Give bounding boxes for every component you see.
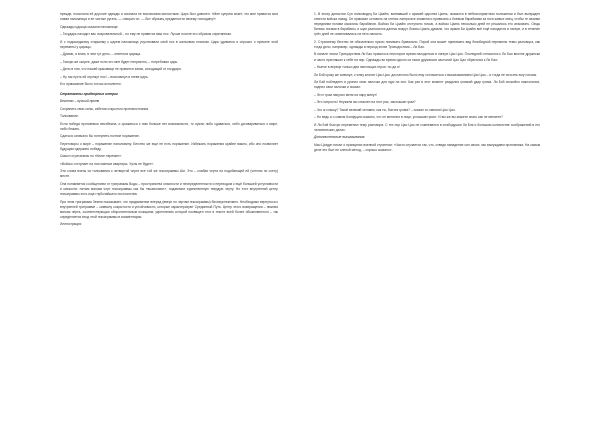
paragraph: Эти слова взяты из толкования к четвертой черте все той же гексаграммы Ши. Это – слабая черта на подобающей ей (четном по счету) месте.: [60, 169, 278, 179]
paragraph: – Но ведь и о самом Конфуции сказано, что он менялся в лице, услышав гром». И вы же вы можете знать как не меняете?: [314, 115, 503, 120]
paragraph: И с подошедшему старшему к царем наложница учуствовали свой нос в шелковом платком. Царь удивился и спросил о причине этой перемены у царицы.: [60, 39, 278, 49]
paragraph: Ли Бэй побледнел и уронил свои палочки для еды на пол. Как раз в этот момент раздался громкий удар грома. Ли Бэй спокойно наклонился, поднял свои палочки и сказал:: [314, 79, 540, 90]
paragraph: «Войско отступает на постоянные квартиры. Хулы не будет».: [60, 161, 155, 166]
paragraph: – Ну так пусть ей отрежут нос! – воскликнул в гневе царь.: [60, 74, 149, 79]
paragraph: Толкование:: [60, 114, 79, 119]
paragraph: – Дело в том, что нашей красавице не нравится запах, исходящий от государя.: [60, 67, 182, 72]
paragraph: Иллюстрация:: [60, 222, 82, 227]
paragraph: 1. В эпоху династии Сун полководец Би Цзайю, воевавший с армией царства Цзинь, оказался в неблагоприятном положении и был вынужден отвести войска назад. Он приказал оставить на стенах лагеря все знамена и привязать к боевым барабанам за ноги живых овец, чтобы те своими передними ногами касались барабанов. Войско Би Цзайю отступило ночью, а войско Цзинь несколько дней не решалось его атаковать. Овцы бились ногами в барабаны, и шум разносился далеко вокруг. Воины Цзинь думали, что армия Би Цзайю всё ещё находится в лагере, и в течение трёх дней не осмеливались на него напасть.: [314, 12, 540, 37]
paragraph: Мао Цзэдун писал о принципах военной стратегии: «Часто случается так, что, отведя нападение сил своих, мы вынуждаем противника. На самом деле это был не слепой метод, – хорошо сказано».: [314, 142, 540, 152]
paragraph: В начале эпохи Троецарствия Ли Бао пришлось некоторое время находиться в лагере Цао Цао. Последний относился к Ли Бао вполне дружески и часто приглашал к себе на пир. Однажды во время одного из таких дружеских застолий Цао Цао обратился к Ли Бао:: [314, 52, 540, 62]
paragraph: И Ли Бэй быстро переменил тему разговора. С тех пор Цао Цао не сомневался в слабодушии Ли Бэя и большом количестве соображений в его человеческих делах.: [314, 122, 540, 132]
paragraph: Его приказание было тотчас исполнено.: [60, 82, 122, 87]
paragraph: Если победа противника неизбежна, и сражаться с ним больше нет возможности, то нужно либо сдаваться, либо договариваться о мире, либо бежать.: [60, 121, 278, 131]
right-text-column: [314, 12, 540, 155]
left-text-column: [60, 12, 278, 230]
paragraph: – Что ж слышу? Такой великий человек, как ты, боится грома? – сказал со смехом Цао Цао.: [314, 107, 456, 112]
paragraph: Сдаться означало бы потерпеть полное поражение.: [60, 134, 140, 139]
paragraph: – Этот гром напугал меня на пару минут!: [314, 92, 377, 97]
paragraph: Она понимается сообщением от триграммы Воды – пространства опасности и неопределенности и переходом к ещё большей уступчивости и мягкости: пятым мягким черт гексаграммы как бы «вызволяют», подавляют единственную твердую черту. Но этот внутренний центр гексаграммы есть еще глубочайшего постоянства.: [60, 181, 278, 197]
paragraph: При этом триграмма Земли показывает, что продвижение вперед (вверх по чертам гексаграммы) бесперспективно. Необходимо вернуться к внутренней триграмме – символу сокрытости и устойчивости, которые характеризуют Срединный Путь. Центр этого возвращения – нижняя мягкая черта, соответствующая оборонительным позициям, укреплению которой посвящен этот в тексте всей более обыкновенного – так определяется вход этой гексаграммы в комментарии.: [60, 199, 278, 219]
paragraph: Сохранить свои силы, избегая открытого противостояния.: [60, 106, 150, 111]
paragraph: Ли Бэй сразу же смекнул, к чему клонит Цао Цао: достаточно было ему согласиться с высказыванием Цао Цао – и тогда не сносить ему головы.: [314, 72, 538, 77]
paragraph: прежде, посылала её дорогие одежды и осыпала ее всяческими милостями. Царь был доволен. «Мне суприга знает, что мне нравится моя новая наложница и ее чистые ругать, — говорил он. — Вот образец преданности своему господину!»: [60, 12, 278, 22]
paragraph: – Это хитрость! Неужели вы спокоен на этот раз, заслышав гром?: [314, 100, 416, 105]
paragraph: Переговоры о мире – поражение наполовину. Бегство же еще не есть поражение. Избежать поражения крайне важно, ибо оно позволяет будущим одержать победу.: [60, 141, 278, 151]
section-heading: Стратагемы придворных интриг: [60, 91, 118, 96]
paragraph: – Думаю, я знаю, в чем тут дело, – ответила царица.: [60, 52, 142, 57]
paragraph: – Говори же скорее, даже если это мне будет неприятно, – потребовал царь.: [60, 59, 179, 64]
paragraph: Смысл стратагемы по «Книге перемен»:: [60, 154, 122, 159]
paragraph: – Нынче в вереце только два настоящих героя: ты да я!: [314, 65, 400, 70]
paragraph: – Государь находит вас очаровательной... но ему не нравится ваш нос. Лучше носите его образом спрятанным.: [60, 32, 232, 37]
subheading: Дополнительные высказывания:: [314, 135, 366, 140]
paragraph: 2. Стратагему бегство не обязательно нужно понимать буквально. Порой она может принимать вид безобидной перемены темы разговора, как тогда дело, например, однажды в период эпохи Троецарствия – Ли Бао.: [314, 39, 540, 49]
subheading: Бегство – лучший прием: [60, 99, 100, 104]
paragraph: Однажды царица сказала наложнице:: [60, 24, 119, 29]
